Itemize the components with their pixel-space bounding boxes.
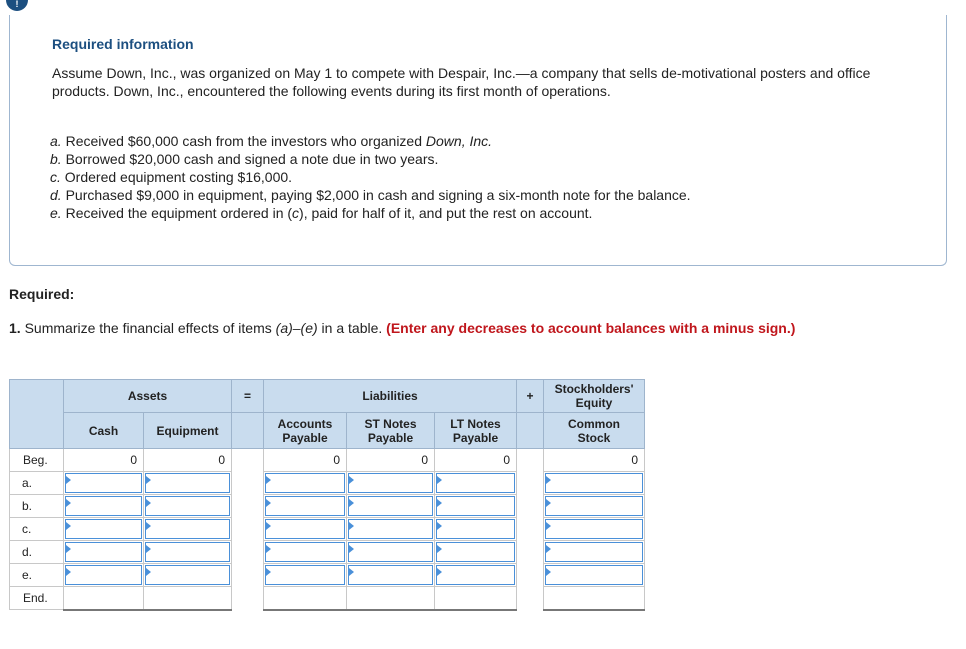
beg-label: Beg. (10, 449, 64, 472)
end-label: End. (10, 587, 64, 610)
c-accounts-payable-input[interactable] (265, 519, 345, 539)
d-equipment-input[interactable] (145, 542, 230, 562)
cash-header: Cash (64, 413, 144, 449)
end-common-stock (544, 587, 645, 610)
a-equipment-input[interactable] (145, 473, 230, 493)
a-lt-notes-input[interactable] (436, 473, 515, 493)
row-label: d. (10, 541, 64, 564)
alert-icon: ! (6, 0, 28, 11)
table-row (10, 541, 645, 564)
plus-sign: + (517, 380, 544, 413)
row-label: c. (10, 518, 64, 541)
liabilities-header: Liabilities (264, 380, 517, 413)
required-heading: Required: (9, 286, 75, 302)
b-accounts-payable-input[interactable] (265, 496, 345, 516)
beg-st-notes: 0 (347, 449, 435, 472)
c-cash-input[interactable] (65, 519, 142, 539)
equipment-header: Equipment (144, 413, 232, 449)
accounts-payable-header: Accounts Payable (264, 413, 347, 449)
event-b: b. Borrowed $20,000 cash and signed a note due in two years. (50, 151, 439, 167)
end-st-notes (347, 587, 435, 610)
event-c: c. Ordered equipment costing $16,000. (50, 169, 293, 185)
equity-header: Stockholders' Equity (544, 380, 645, 413)
table-row (10, 518, 645, 541)
b-equipment-input[interactable] (145, 496, 230, 516)
a-common-stock-input[interactable] (545, 473, 643, 493)
equals-spacer (232, 413, 264, 449)
table-row (10, 564, 645, 587)
b-lt-notes-input[interactable] (436, 496, 515, 516)
e-equipment-input[interactable] (145, 565, 230, 585)
d-st-notes-input[interactable] (348, 542, 433, 562)
a-st-notes-input[interactable] (348, 473, 433, 493)
lt-notes-header: LT Notes Payable (435, 413, 517, 449)
intro-paragraph: Assume Down, Inc., was organized on May 1 to compete with Despair, Inc.—a company that sells de-motivational posters and office products. Down, Inc., encountered the following events during its first month of operations. (52, 65, 871, 99)
beg-lt-notes: 0 (435, 449, 517, 472)
beg-accounts-payable: 0 (264, 449, 347, 472)
events-list (50, 132, 691, 222)
c-lt-notes-input[interactable] (436, 519, 515, 539)
financial-effects-table (9, 379, 645, 611)
a-cash-input[interactable] (65, 473, 142, 493)
c-st-notes-input[interactable] (348, 519, 433, 539)
e-st-notes-input[interactable] (348, 565, 433, 585)
end-lt-notes (435, 587, 517, 610)
beg-common-stock: 0 (544, 449, 645, 472)
event-d: d. Purchased $9,000 in equipment, paying $2,000 in cash and signing a six-month note for the balance. (50, 187, 691, 203)
assets-header: Assets (64, 380, 232, 413)
e-lt-notes-input[interactable] (436, 565, 515, 585)
event-e: e. Received the equipment ordered in (c), paid for half of it, and put the rest on account. (50, 205, 593, 221)
event-a: a. Received $60,000 cash from the investors who organized Down, Inc. (50, 133, 493, 149)
table-row (10, 472, 645, 495)
b-common-stock-input[interactable] (545, 496, 643, 516)
beg-row (10, 449, 645, 472)
beg-equipment: 0 (144, 449, 232, 472)
e-cash-input[interactable] (65, 565, 142, 585)
row-label: e. (10, 564, 64, 587)
d-cash-input[interactable] (65, 542, 142, 562)
instruction-note: (Enter any decreases to account balances with a minus sign.) (386, 320, 796, 336)
b-st-notes-input[interactable] (348, 496, 433, 516)
info-title: Required information (52, 36, 194, 52)
e-common-stock-input[interactable] (545, 565, 643, 585)
beg-cash: 0 (64, 449, 144, 472)
d-lt-notes-input[interactable] (436, 542, 515, 562)
st-notes-header: ST Notes Payable (347, 413, 435, 449)
c-common-stock-input[interactable] (545, 519, 643, 539)
b-cash-input[interactable] (65, 496, 142, 516)
table-row (10, 495, 645, 518)
d-common-stock-input[interactable] (545, 542, 643, 562)
equals-sign: = (232, 380, 264, 413)
end-row (10, 587, 645, 610)
c-equipment-input[interactable] (145, 519, 230, 539)
end-equipment (144, 587, 232, 610)
d-accounts-payable-input[interactable] (265, 542, 345, 562)
row-label: a. (10, 472, 64, 495)
common-stock-header: Common Stock (544, 413, 645, 449)
end-accounts-payable (264, 587, 347, 610)
row-label: b. (10, 495, 64, 518)
e-accounts-payable-input[interactable] (265, 565, 345, 585)
a-accounts-payable-input[interactable] (265, 473, 345, 493)
row-label-header (10, 380, 64, 449)
question-1: 1. Summarize the financial effects of items (a)–(e) in a table. (Enter any decreases to account balances with a minus sign.) (9, 320, 796, 336)
end-cash (64, 587, 144, 610)
plus-spacer (517, 413, 544, 449)
